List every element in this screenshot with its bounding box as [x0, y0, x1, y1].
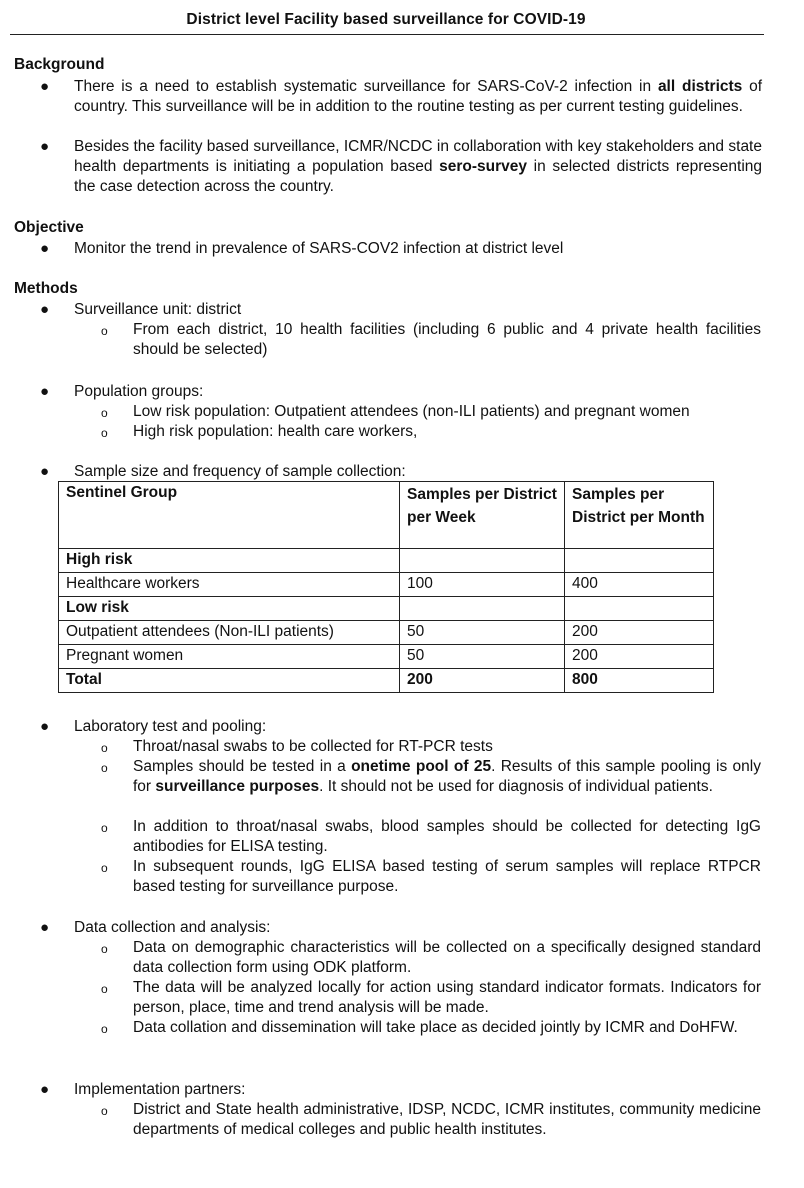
bullet-icon: ●	[40, 718, 50, 735]
circle-bullet-icon: o	[101, 741, 108, 755]
objective-heading: Objective	[14, 219, 84, 236]
sample-size-table	[58, 481, 714, 693]
surveillance-unit-detail: From each district, 10 health facilities (including 6 public and 4 private health facilities should be selected)	[133, 321, 761, 358]
surveillance-unit-label: Surveillance unit: district	[74, 301, 242, 318]
circle-bullet-icon: o	[101, 982, 108, 996]
table-cell-month: 200	[565, 621, 714, 645]
table-cell-week: 100	[400, 573, 565, 597]
table-header-cell: Samples per District per Week	[400, 482, 565, 549]
table-cell-month	[565, 597, 714, 621]
table-cell-group: High risk	[59, 549, 400, 573]
table-cell-week	[400, 597, 565, 621]
bullet-icon: ●	[40, 138, 50, 155]
title-rule	[10, 34, 764, 35]
table-cell-month: 800	[565, 669, 714, 693]
implementation-item-1: District and State health administrative, IDSP, NCDC, ICMR institutes, community medicine departments of medical colleges and public health institutes.	[133, 1101, 761, 1138]
objective-item: Monitor the trend in prevalence of SARS-COV2 infection at district level	[74, 240, 564, 257]
table-row	[59, 621, 714, 645]
circle-bullet-icon: o	[101, 406, 108, 420]
population-high-risk: High risk population: health care workers,	[133, 423, 418, 440]
table-row	[59, 573, 714, 597]
population-groups-label: Population groups:	[74, 383, 204, 400]
bullet-icon: ●	[40, 463, 50, 480]
document-title: District level Facility based surveillance for COVID-19	[186, 11, 586, 28]
data-collection-label: Data collection and analysis:	[74, 919, 271, 936]
implementation-label: Implementation partners:	[74, 1081, 246, 1098]
table-cell-week: 50	[400, 621, 565, 645]
table-header-cell: Sentinel Group	[59, 482, 400, 549]
laboratory-label: Laboratory test and pooling:	[74, 718, 267, 735]
population-low-risk: Low risk population: Outpatient attendees (non-ILI patients) and pregnant women	[133, 403, 690, 420]
circle-bullet-icon: o	[101, 761, 108, 775]
bullet-icon: ●	[40, 240, 50, 257]
table-total-row	[59, 669, 714, 693]
circle-bullet-icon: o	[101, 1022, 108, 1036]
bullet-icon: ●	[40, 301, 50, 318]
background-heading: Background	[14, 56, 105, 73]
table-row	[59, 597, 714, 621]
table-cell-group: Pregnant women	[59, 645, 400, 669]
table-cell-week: 200	[400, 669, 565, 693]
circle-bullet-icon: o	[101, 1104, 108, 1118]
circle-bullet-icon: o	[101, 324, 108, 338]
table-cell-group: Total	[59, 669, 400, 693]
table-cell-group: Low risk	[59, 597, 400, 621]
laboratory-item-1: Throat/nasal swabs to be collected for RT-PCR tests	[133, 738, 493, 755]
data-collection-item-1: Data on demographic characteristics will be collected on a specifically designed standard data collection form using ODK platform.	[133, 939, 761, 976]
methods-heading: Methods	[14, 280, 78, 297]
bullet-icon: ●	[40, 78, 50, 95]
circle-bullet-icon: o	[101, 942, 108, 956]
table-cell-month	[565, 549, 714, 573]
bullet-icon: ●	[40, 1081, 50, 1098]
data-collection-item-3: Data collation and dissemination will take place as decided jointly by ICMR and DoHFW.	[133, 1019, 738, 1036]
table-cell-group: Healthcare workers	[59, 573, 400, 597]
table-row	[59, 549, 714, 573]
bullet-icon: ●	[40, 383, 50, 400]
background-paragraph-2: Besides the facility based surveillance, ICMR/NCDC in collaboration with key stakeholders and state health departments is initiating a population based sero-survey in selected districts representing the case detection across the country.	[74, 138, 762, 195]
laboratory-item-3: In addition to throat/nasal swabs, blood samples should be collected for detecting IgG antibodies for ELISA testing.	[133, 818, 761, 855]
table-cell-week	[400, 549, 565, 573]
table-cell-group: Outpatient attendees (Non-ILI patients)	[59, 621, 400, 645]
table-cell-week: 50	[400, 645, 565, 669]
circle-bullet-icon: o	[101, 821, 108, 835]
table-row	[59, 645, 714, 669]
table-cell-month: 400	[565, 573, 714, 597]
table-header-row	[59, 482, 714, 549]
laboratory-item-4: In subsequent rounds, IgG ELISA based testing of serum samples will replace RTPCR based testing for surveillance purpose.	[133, 858, 761, 895]
data-collection-item-2: The data will be analyzed locally for action using standard indicator formats. Indicators for person, place, time and trend analysis will be made.	[133, 979, 761, 1016]
circle-bullet-icon: o	[101, 861, 108, 875]
background-paragraph-1: There is a need to establish systematic surveillance for SARS-CoV-2 infection in all districts of country. This surveillance will be in addition to the routine testing as per current testing guidelines.	[74, 78, 763, 115]
bullet-icon: ●	[40, 919, 50, 936]
table-cell-month: 200	[565, 645, 714, 669]
circle-bullet-icon: o	[101, 426, 108, 440]
sample-size-label: Sample size and frequency of sample collection:	[74, 463, 406, 480]
laboratory-item-2: Samples should be tested in a onetime pool of 25. Results of this sample pooling is only for surveillance purposes. It should not be used for diagnosis of individual patients.	[133, 758, 761, 795]
table-header-cell: Samples per District per Month	[565, 482, 714, 549]
